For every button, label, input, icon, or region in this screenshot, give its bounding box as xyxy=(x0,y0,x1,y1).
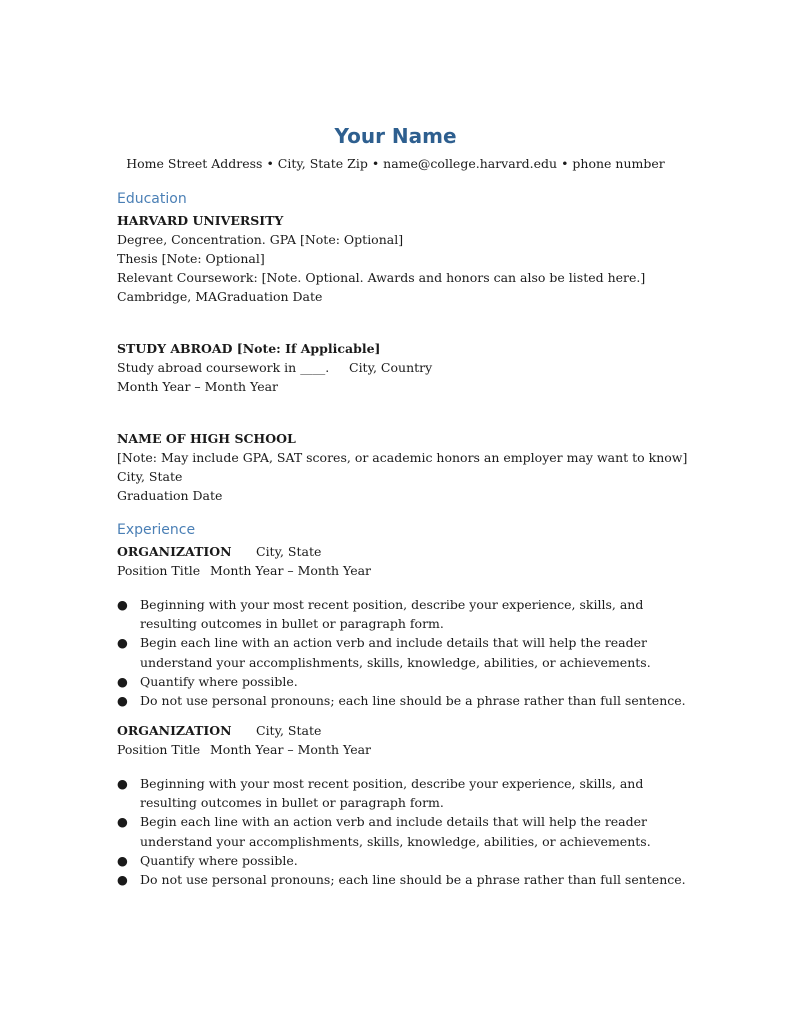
bullet-icon: ● xyxy=(117,776,128,791)
list-item xyxy=(117,691,687,710)
bullet-icon: ● xyxy=(117,852,128,868)
bullet-icon: ● xyxy=(117,814,128,830)
list-item xyxy=(117,870,687,889)
high-school-location: City, State xyxy=(117,469,183,484)
university-thesis: Thesis [Note: Optional] xyxy=(117,251,265,266)
experience-bullet-list xyxy=(117,595,687,710)
list-item xyxy=(117,633,687,671)
study-abroad-coursework: Study abroad coursework in ____. xyxy=(117,360,330,375)
list-item xyxy=(117,595,687,633)
experience-location: City, State xyxy=(256,723,322,738)
list-item xyxy=(117,851,687,870)
list-item xyxy=(117,812,687,850)
bullet-text: Beginning with your most recent position, describe your experience, skills, and resulting outcomes in bullet or paragraph form. xyxy=(140,776,644,811)
experience-dates: Month Year – Month Year xyxy=(210,742,372,757)
list-item xyxy=(117,672,687,691)
experience-dates: Month Year – Month Year xyxy=(210,563,372,578)
bullet-text: Quantify where possible. xyxy=(140,673,298,689)
experience-position: Position Title xyxy=(117,563,201,578)
bullet-text: Do not use personal pronouns; each line should be a phrase rather than full sentence. xyxy=(140,872,686,888)
bullet-text: Beginning with your most recent position, describe your experience, skills, and resulting outcomes in bullet or paragraph form. xyxy=(140,597,644,632)
high-school-note: [Note: May include GPA, SAT scores, or academic honors an employer may want to know] xyxy=(117,450,688,465)
university-degree: Degree, Concentration. GPA [Note: Optional] xyxy=(117,232,404,247)
experience-organization: ORGANIZATION xyxy=(117,544,232,559)
bullet-icon: ● xyxy=(117,635,128,651)
bullet-icon: ● xyxy=(117,673,128,689)
study-abroad-name: STUDY ABROAD [Note: If Applicable] xyxy=(117,341,381,356)
resume-name: Your Name xyxy=(334,124,457,148)
experience-position: Position Title xyxy=(117,742,201,757)
university-location-date: Cambridge, MAGraduation Date xyxy=(117,289,323,304)
bullet-icon: ● xyxy=(117,597,128,612)
bullet-text: Quantify where possible. xyxy=(140,852,298,868)
experience-bullet-list xyxy=(117,774,687,889)
study-abroad-dates: Month Year – Month Year xyxy=(117,379,279,394)
experience-location: City, State xyxy=(256,544,322,559)
experience-heading: Experience xyxy=(117,522,196,538)
experience-organization: ORGANIZATION xyxy=(117,723,232,738)
bullet-text: Begin each line with an action verb and include details that will help the reader understand your accomplishments, skills, knowledge, abilities, or achievements. xyxy=(140,814,651,849)
bullet-text: Do not use personal pronouns; each line should be a phrase rather than full sentence. xyxy=(140,693,686,709)
bullet-icon: ● xyxy=(117,693,128,709)
university-coursework: Relevant Coursework: [Note. Optional. Awards and honors can also be listed here.] xyxy=(117,270,646,285)
university-name: HARVARD UNIVERSITY xyxy=(117,213,284,228)
high-school-date: Graduation Date xyxy=(117,488,223,503)
study-abroad-location: City, Country xyxy=(349,360,433,375)
bullet-icon: ● xyxy=(117,872,128,888)
bullet-text: Begin each line with an action verb and include details that will help the reader understand your accomplishments, skills, knowledge, abilities, or achievements. xyxy=(140,635,651,670)
education-heading: Education xyxy=(117,191,187,207)
list-item xyxy=(117,774,687,812)
contact-line: Home Street Address • City, State Zip • name@college.harvard.edu • phone number xyxy=(126,156,665,171)
high-school-name: NAME OF HIGH SCHOOL xyxy=(117,431,296,446)
